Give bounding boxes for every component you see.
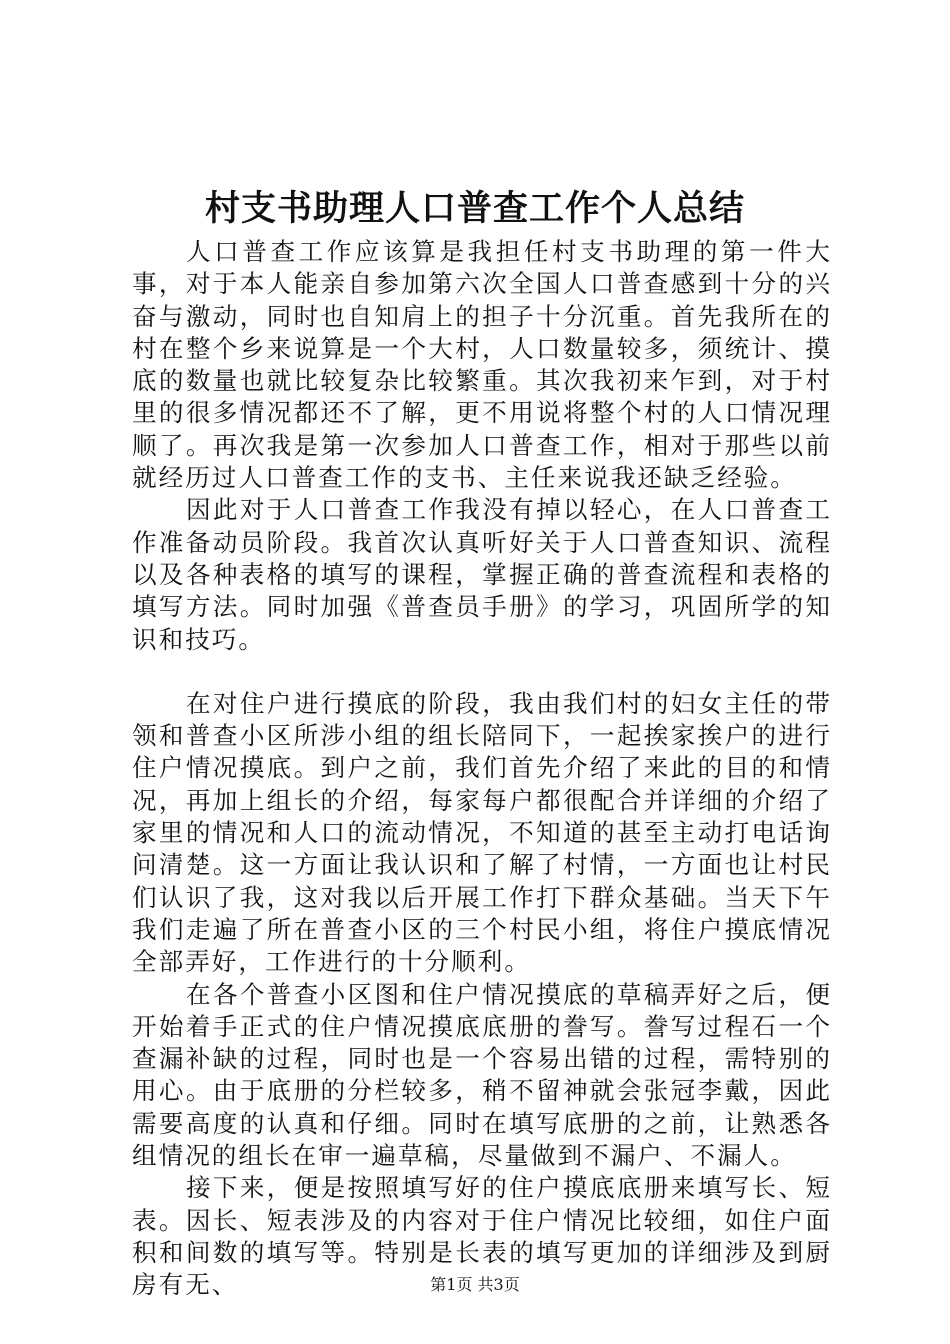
paragraph-4: 在各个普查小区图和住户情况摸底的草稿弄好之后，便开始着手正式的住户情况摸底底册的誊写。誊写过程石一个查漏补缺的过程，同时也是一个容易出错的过程，需特别的用心。由于底册的分栏较多，稍不留神就会张冠李戴，因此需要高度的认真和仔细。同时在填写底册的之前，让熟悉各组情况的组长在审一遍草稿，尽量做到不漏户、不漏人。 [132, 979, 832, 1171]
paragraph-2: 因此对于人口普查工作我没有掉以轻心，在人口普查工作准备动员阶段。我首次认真听好关于人口普查知识、流程以及各种表格的填写的课程，掌握正确的普查流程和表格的填写方法。同时加强《普查员手册》的学习，巩固所学的知识和技巧。 [132, 495, 832, 654]
blank-line [132, 656, 832, 688]
document-body [132, 236, 832, 1302]
paragraph-5: 接下来，便是按照填写好的住户摸底底册来填写长、短表。因长、短表涉及的内容对于住户情况比较细，如住户面积和间数的填写等。特别是长表的填写更加的详细涉及到厨房有无、 [132, 1173, 832, 1300]
document-title: 村支书助理人口普查工作个人总结 [204, 188, 745, 229]
paragraph-1: 人口普查工作应该算是我担任村支书助理的第一件大事，对于本人能亲自参加第六次全国人口普查感到十分的兴奋与激动，同时也自知肩上的担子十分沉重。首先我所在的村在整个乡来说算是一个大村，人口数量较多，须统计、摸底的数量也就比较复杂比较繁重。其次我初来乍到，对于村里的很多情况都还不了解，更不用说将整个村的人口情况理顺了。再次我是第一次参加人口普查工作，相对于那些以前就经历过人口普查工作的支书、主任来说我还缺乏经验。 [132, 237, 832, 493]
page-number-footer: 第1页 共3页 [430, 1275, 520, 1294]
paragraph-3: 在对住户进行摸底的阶段，我由我们村的妇女主任的带领和普查小区所涉小组的组长陪同下，一起挨家挨户的进行住户情况摸底。到户之前，我们首先介绍了来此的目的和情况，再加上组长的介绍，每家每户都很配合并详细的介绍了家里的情况和人口的流动情况，不知道的甚至主动打电话询问清楚。这一方面让我认识和了解了村情，一方面也让村民们认识了我，这对我以后开展工作打下群众基础。当天下午我们走遍了所在普查小区的三个村民小组，将住户摸底情况全部弄好，工作进行的十分顺利。 [132, 688, 832, 977]
